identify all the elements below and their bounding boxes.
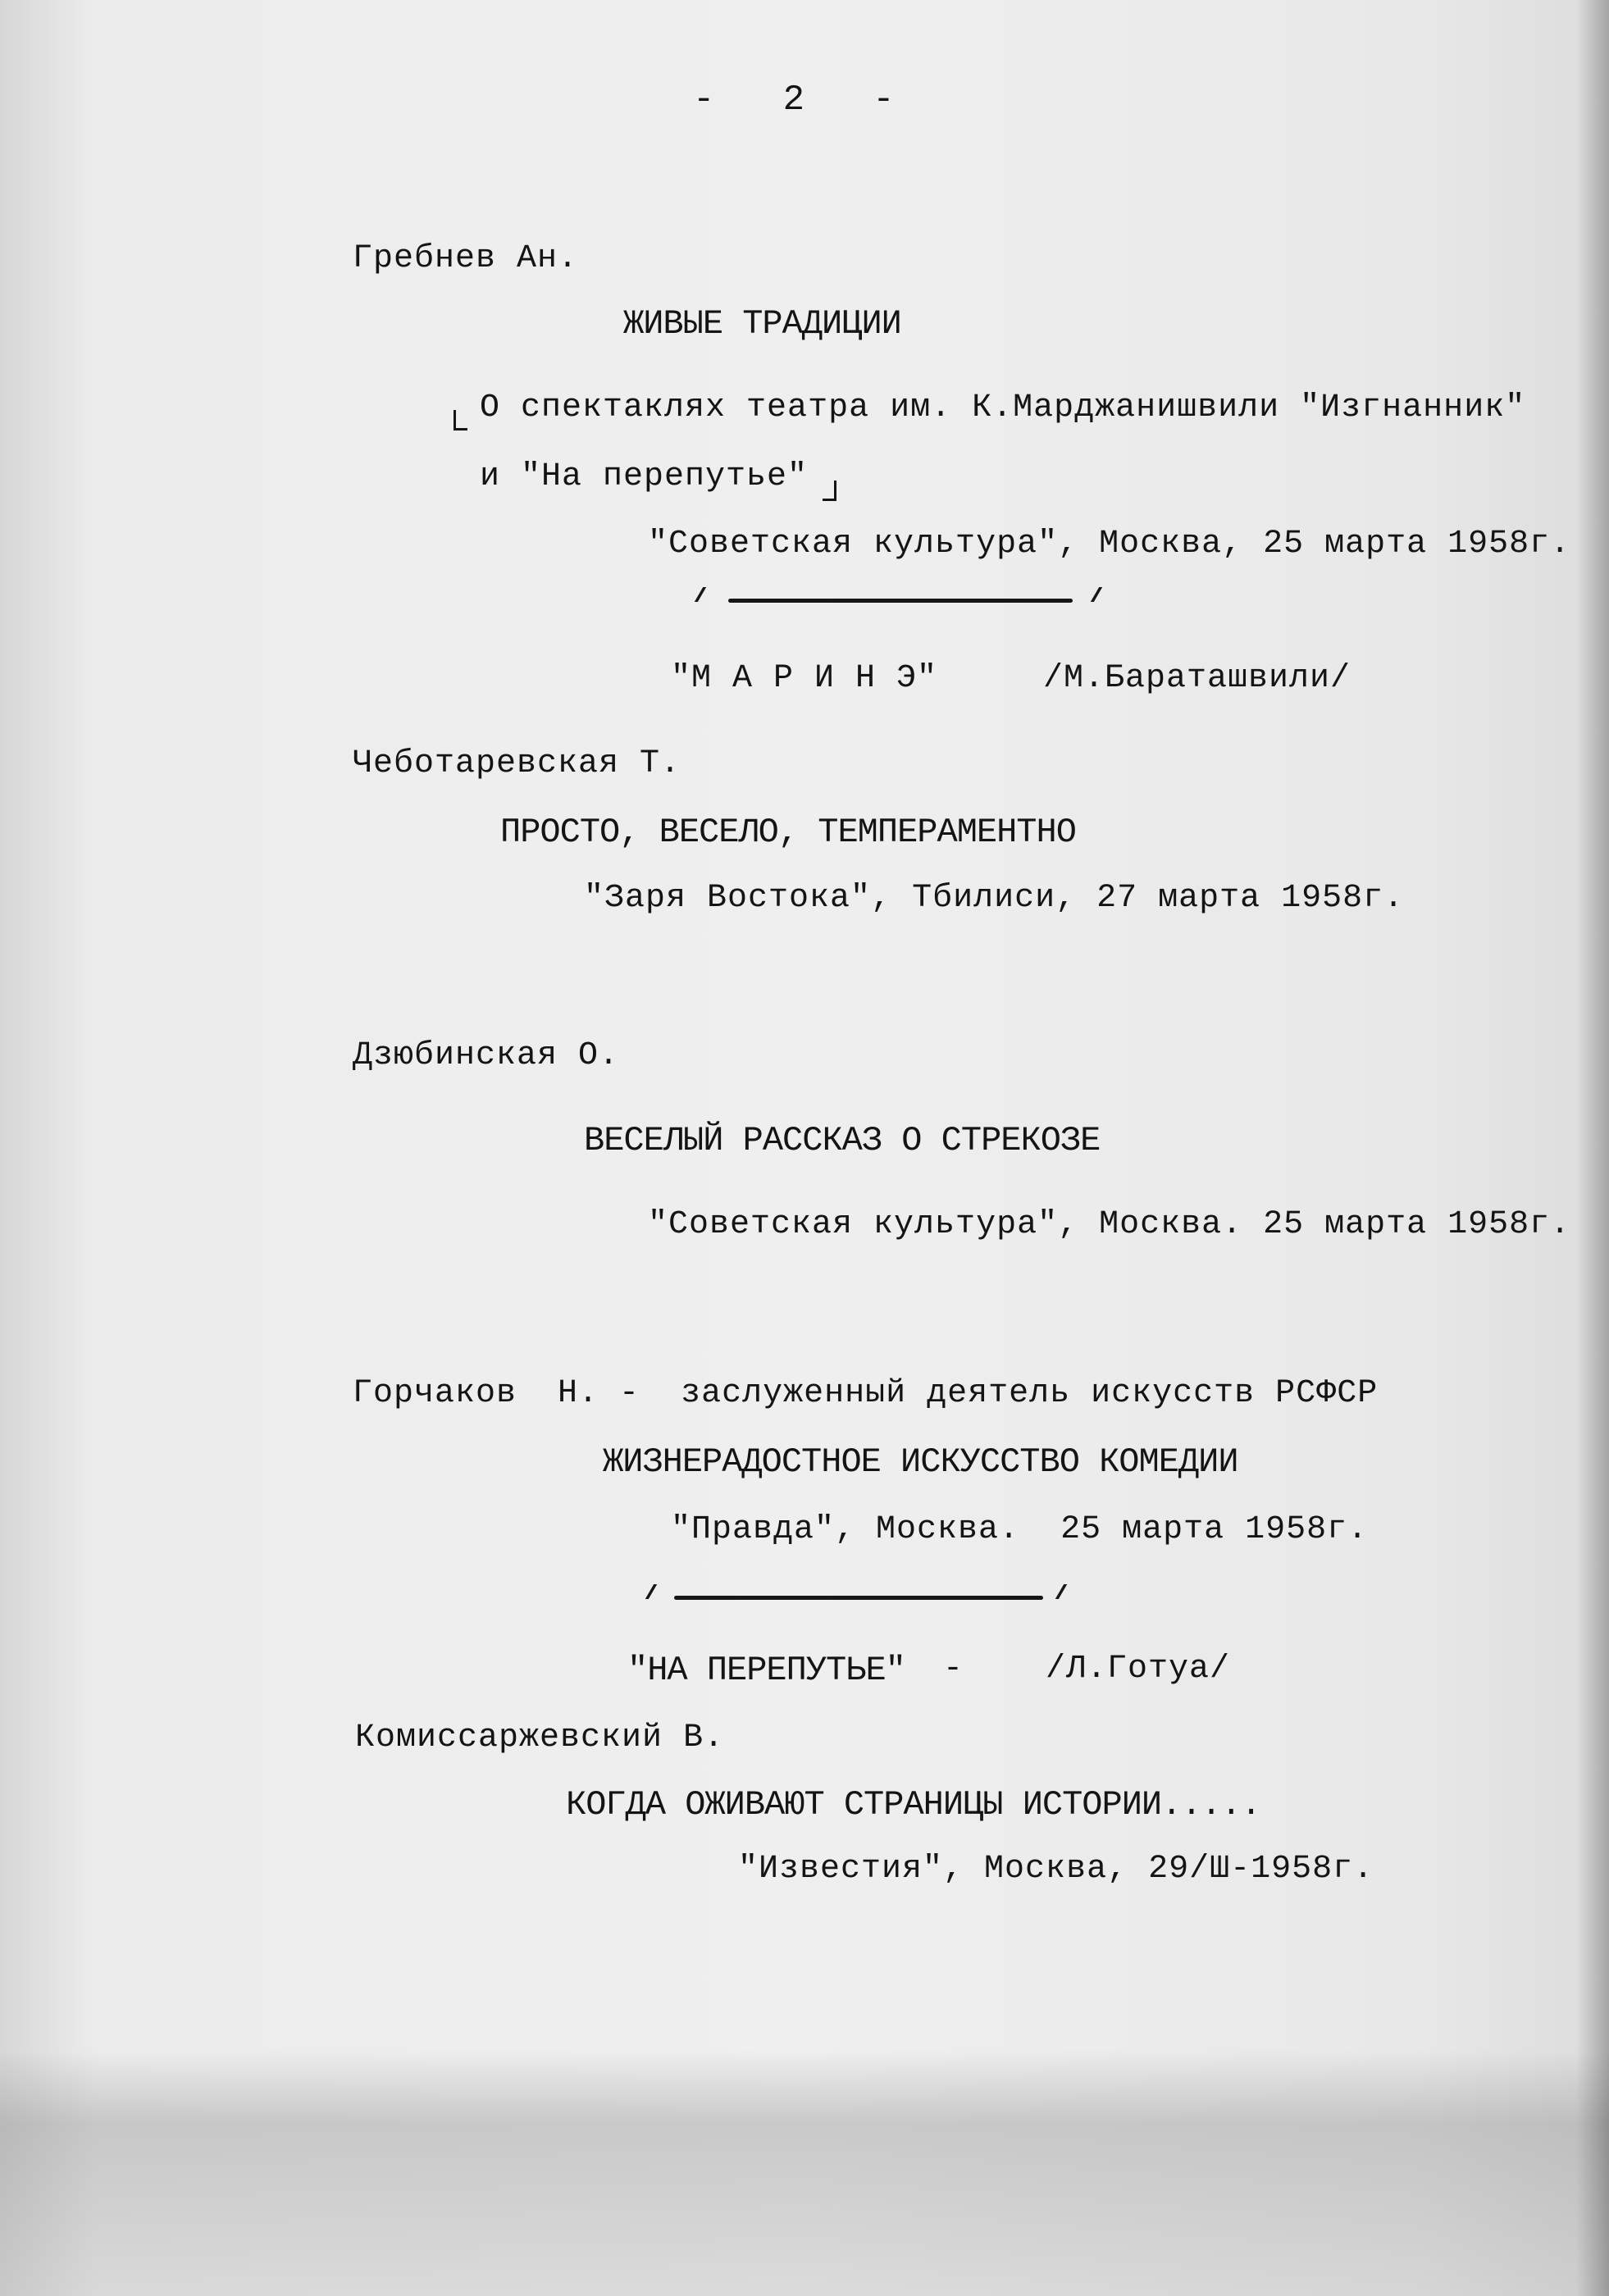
entry-source: "Советская культура", Москва. 25 марта 1958г.: [648, 1206, 1571, 1243]
page-edge: [1576, 0, 1609, 2296]
entry-author: Горчаков Н. - заслуженный деятель искусств РСФСР: [353, 1375, 1379, 1412]
divider-rule: [674, 1596, 1043, 1600]
divider-tick: [1091, 587, 1102, 602]
section-play-author: /М.Бараташвили/: [1043, 660, 1351, 697]
entry-title: ПРОСТО, ВЕСЕЛО, ТЕМПЕРАМЕНТНО: [500, 813, 1076, 852]
bracket-open: [454, 410, 467, 430]
entry-source: "Заря Востока", Тбилиси, 27 марта 1958г.: [584, 880, 1405, 917]
entry-author: Дзюбинская О.: [353, 1037, 620, 1074]
divider-tick: [645, 1584, 657, 1599]
section-dash: -: [943, 1651, 964, 1688]
entry-note: О спектаклях театра им. К.Марджанишвили "Изгнанник": [480, 390, 1526, 426]
entry-source: "Правда", Москва. 25 марта 1958г.: [671, 1511, 1369, 1548]
entry-author: Чеботаревская Т.: [353, 745, 681, 782]
entry-author: Комиссаржевский В.: [355, 1720, 725, 1756]
bracket-close: [823, 481, 836, 501]
entry-title: ЖИВЫЕ ТРАДИЦИИ: [623, 304, 901, 344]
entry-title: ВЕСЕЛЫЙ РАССКАЗ О СТРЕКОЗЕ: [584, 1121, 1101, 1160]
page-shadow: [0, 2050, 1609, 2296]
divider-rule: [728, 599, 1073, 603]
section-play-title: "М А Р И Н Э": [671, 660, 938, 697]
divider-tick: [1055, 1584, 1067, 1599]
entry-source: "Известия", Москва, 29/Ш-1958г.: [738, 1851, 1374, 1888]
section-play-author: /Л.Готуа/: [1046, 1651, 1231, 1688]
entry-author: Гребнев Ан.: [353, 240, 579, 277]
divider-tick: [695, 587, 706, 602]
entry-source: "Советская культура", Москва, 25 марта 1958г.: [648, 526, 1571, 563]
entry-note: и "На перепутье": [480, 458, 809, 495]
entry-title: ЖИЗНЕРАДОСТНОЕ ИСКУССТВО КОМЕДИИ: [603, 1442, 1238, 1482]
section-play-title: "НА ПЕРЕПУТЬЕ": [627, 1651, 905, 1690]
page-number: - 2 -: [693, 80, 896, 121]
entry-title: КОГДА ОЖИВАЮТ СТРАНИЦЫ ИСТОРИИ.....: [566, 1785, 1261, 1824]
